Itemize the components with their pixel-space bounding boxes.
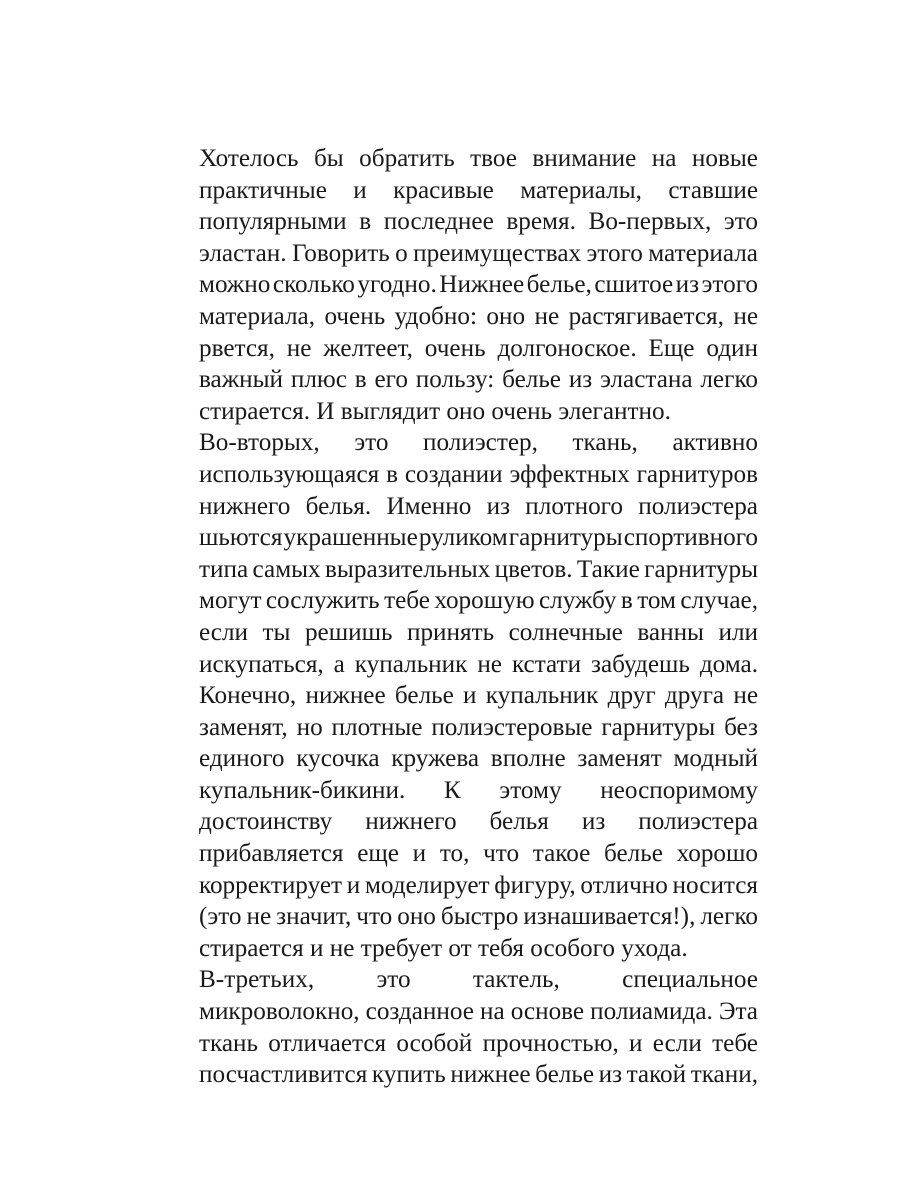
text-line: типа самых выразительных цветов. Такие гарнитуры	[199, 555, 758, 583]
text-line: корректирует и моделирует фигуру, отлично носится	[199, 871, 758, 899]
text-line: единого кусочка кружева вполне заменят модный	[199, 745, 758, 773]
text-line: стирается и не требует от тебя особого ухода.	[199, 934, 688, 962]
text-line: купальник-бикини. К этому неоспоримому	[199, 776, 758, 804]
text-line: Хотелось бы обратить твое внимание на новые	[199, 145, 758, 172]
text-line: если ты решишь принять солнечные ванны или	[199, 618, 758, 646]
text-line: могут сослужить тебе хорошую службу в том случае,	[199, 587, 758, 615]
text-line: популярными в последнее время. Во-первых, это	[199, 208, 758, 236]
text-line: нижнего белья. Именно из плотного полиэстера	[199, 492, 758, 520]
paragraph-polyester	[143, 427, 758, 964]
text-line: В-третьих, это тактель, специальное	[199, 966, 758, 994]
text-line: важный плюс в его пользу: белье из эластана легко	[199, 366, 758, 394]
text-line: использующаяся в создании эффектных гарнитуров	[199, 460, 758, 488]
text-line: шьются украшенные руликом гарнитуры спортивного	[199, 524, 758, 552]
paragraph-elastane	[143, 143, 758, 427]
text-line: прибавляется еще и то, что такое белье хорошо	[199, 840, 758, 868]
text-line: заменят, но плотные полиэстеровые гарнитуры без	[199, 713, 758, 741]
text-line: Конечно, нижнее белье и купальник друг друга не	[199, 682, 758, 710]
text-line: материала, очень удобно: оно не растягивается, не	[199, 302, 758, 330]
text-line: практичные и красивые материалы, ставшие	[199, 176, 758, 204]
text-line: ткань отличается особой прочностью, и если тебе	[199, 1029, 758, 1057]
text-line: (это не значит, что оно быстро изнашивается!), легко	[199, 903, 758, 931]
book-page	[143, 143, 758, 1091]
text-line: можно сколько угодно. Нижнее белье, сшитое из этого	[199, 271, 758, 299]
text-line: Во-вторых, это полиэстер, ткань, активно	[199, 429, 758, 457]
text-line: микроволокно, созданное на основе полиамида. Эта	[199, 998, 758, 1026]
text-line: достоинству нижнего белья из полиэстера	[199, 808, 758, 836]
text-line: стирается. И выглядит оно очень элегантно.	[199, 397, 671, 425]
paragraph-tactel	[143, 964, 758, 1090]
text-line: рвется, не желтеет, очень долгоноское. Еще один	[199, 334, 758, 362]
text-line: искупаться, а купальник не кстати забудешь дома.	[199, 650, 758, 678]
text-line: эластан. Говорить о преимуществах этого материала	[199, 239, 758, 267]
text-line: посчастливится купить нижнее белье из такой ткани,	[199, 1061, 758, 1089]
